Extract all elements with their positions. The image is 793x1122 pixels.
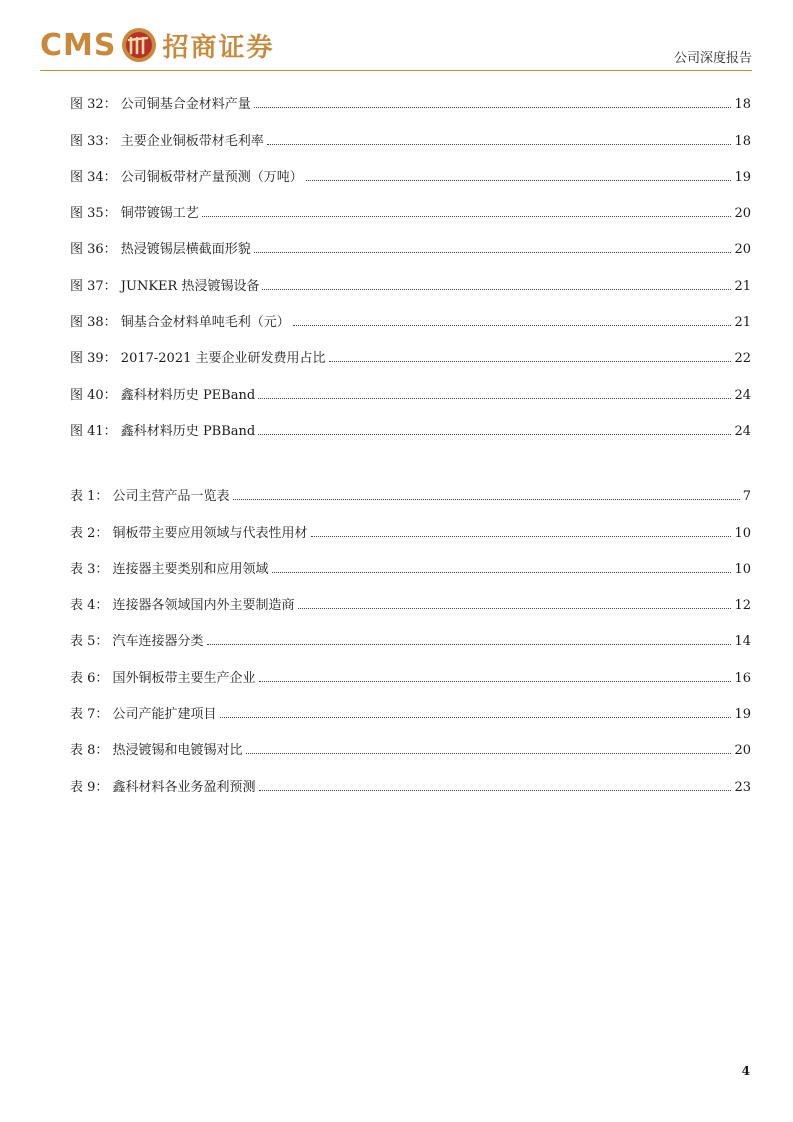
toc-entry[interactable] <box>70 728 751 764</box>
figure-toc-list <box>70 82 751 445</box>
toc-entry[interactable] <box>70 409 751 445</box>
dot-leader <box>298 607 732 609</box>
page-number: 4 <box>741 1064 750 1078</box>
dot-leader <box>202 215 732 217</box>
dot-leader <box>254 251 732 253</box>
toc-entry-label: 表 1： 公司主营产品一览表 <box>70 489 230 505</box>
logo-latin-text: CMS <box>40 27 117 63</box>
toc-entry[interactable] <box>70 118 751 154</box>
toc-entry[interactable] <box>70 692 751 728</box>
toc-entry-label: 图 34： 公司铜板带材产量预测（万吨） <box>70 169 303 185</box>
dot-leader <box>259 789 732 791</box>
dot-leader <box>258 433 731 435</box>
toc-entry[interactable] <box>70 655 751 691</box>
toc-entry-page: 24 <box>734 423 751 439</box>
toc-entry-page: 20 <box>734 206 751 222</box>
toc-entry[interactable] <box>70 474 751 510</box>
toc-entry-label: 表 4： 连接器各领域国内外主要制造商 <box>70 598 295 614</box>
toc-entry[interactable] <box>70 300 751 336</box>
toc-entry-page: 20 <box>734 242 751 258</box>
toc-entry[interactable] <box>70 510 751 546</box>
toc-entry-page: 18 <box>734 97 751 113</box>
company-logo <box>40 22 275 68</box>
dot-leader <box>293 324 732 326</box>
toc-entry[interactable] <box>70 227 751 263</box>
toc-entry-page: 21 <box>734 278 751 294</box>
toc-entry-page: 20 <box>734 743 751 759</box>
dot-leader <box>267 143 732 145</box>
dot-leader <box>306 179 732 181</box>
toc-entry-label: 图 39： 2017-2021 主要企业研发费用占比 <box>70 351 326 367</box>
toc-entry-label: 表 7： 公司产能扩建项目 <box>70 707 217 723</box>
dot-leader <box>329 360 732 362</box>
toc-entry-label: 图 35： 铜带镀锡工艺 <box>70 206 199 222</box>
toc-entry-label: 图 37： JUNKER 热浸镀锡设备 <box>70 278 260 294</box>
toc-entry-label: 表 3： 连接器主要类别和应用领域 <box>70 561 269 577</box>
toc-entry[interactable] <box>70 263 751 299</box>
toc-entry-page: 22 <box>734 351 751 367</box>
dot-leader <box>272 571 732 573</box>
toc-entry-page: 10 <box>734 561 751 577</box>
dot-leader <box>254 106 732 108</box>
toc-entry-page: 24 <box>734 387 751 403</box>
logo-chinese-text: 招商证券 <box>162 32 275 63</box>
toc-entry[interactable] <box>70 619 751 655</box>
toc-entry-page: 23 <box>734 779 751 795</box>
toc-entry[interactable] <box>70 547 751 583</box>
toc-entry-page: 14 <box>734 634 751 650</box>
dot-leader <box>262 288 731 290</box>
page-header <box>0 0 793 80</box>
toc-entry-page: 16 <box>734 670 751 686</box>
toc-entry[interactable] <box>70 372 751 408</box>
dot-leader <box>259 680 732 682</box>
toc-entry-page: 21 <box>734 315 751 331</box>
toc-entry[interactable] <box>70 764 751 800</box>
dot-leader <box>246 752 732 754</box>
toc-entry-label: 图 36： 热浸镀锡层横截面形貌 <box>70 242 251 258</box>
toc-entry-page: 19 <box>734 169 751 185</box>
toc-entry-page: 12 <box>734 598 751 614</box>
toc-entry-label: 表 2： 铜板带主要应用领域与代表性用材 <box>70 525 308 541</box>
logo-emblem-icon <box>120 26 158 64</box>
dot-leader <box>258 397 731 399</box>
dot-leader <box>311 535 732 537</box>
toc-entry[interactable] <box>70 336 751 372</box>
toc-entry[interactable] <box>70 82 751 118</box>
toc-entry-label: 表 9： 鑫科材料各业务盈利预测 <box>70 779 256 795</box>
toc-entry[interactable] <box>70 583 751 619</box>
toc-entry-page: 10 <box>734 525 751 541</box>
toc-entry-label: 图 32： 公司铜基合金材料产量 <box>70 97 251 113</box>
toc-entry-label: 表 6： 国外铜板带主要生产企业 <box>70 670 256 686</box>
table-toc-list <box>70 474 751 801</box>
dot-leader <box>207 643 732 645</box>
toc-entry-page: 19 <box>734 707 751 723</box>
header-divider <box>40 70 752 71</box>
toc-entry-label: 图 41： 鑫科材料历史 PBBand <box>70 423 256 439</box>
dot-leader <box>220 716 732 718</box>
toc-entry-label: 图 33： 主要企业铜板带材毛利率 <box>70 133 264 149</box>
toc-entry[interactable] <box>70 155 751 191</box>
toc-entry-label: 图 38： 铜基合金材料单吨毛利（元） <box>70 315 290 331</box>
toc-entry-page: 7 <box>742 489 751 505</box>
toc-entry-label: 表 5： 汽车连接器分类 <box>70 634 204 650</box>
toc-entry-page: 18 <box>734 133 751 149</box>
report-type-label: 公司深度报告 <box>673 51 752 66</box>
toc-entry-label: 表 8： 热浸镀锡和电镀锡对比 <box>70 743 243 759</box>
toc-entry-label: 图 40： 鑫科材料历史 PEBand <box>70 387 256 403</box>
toc-entry[interactable] <box>70 191 751 227</box>
dot-leader <box>233 498 740 500</box>
